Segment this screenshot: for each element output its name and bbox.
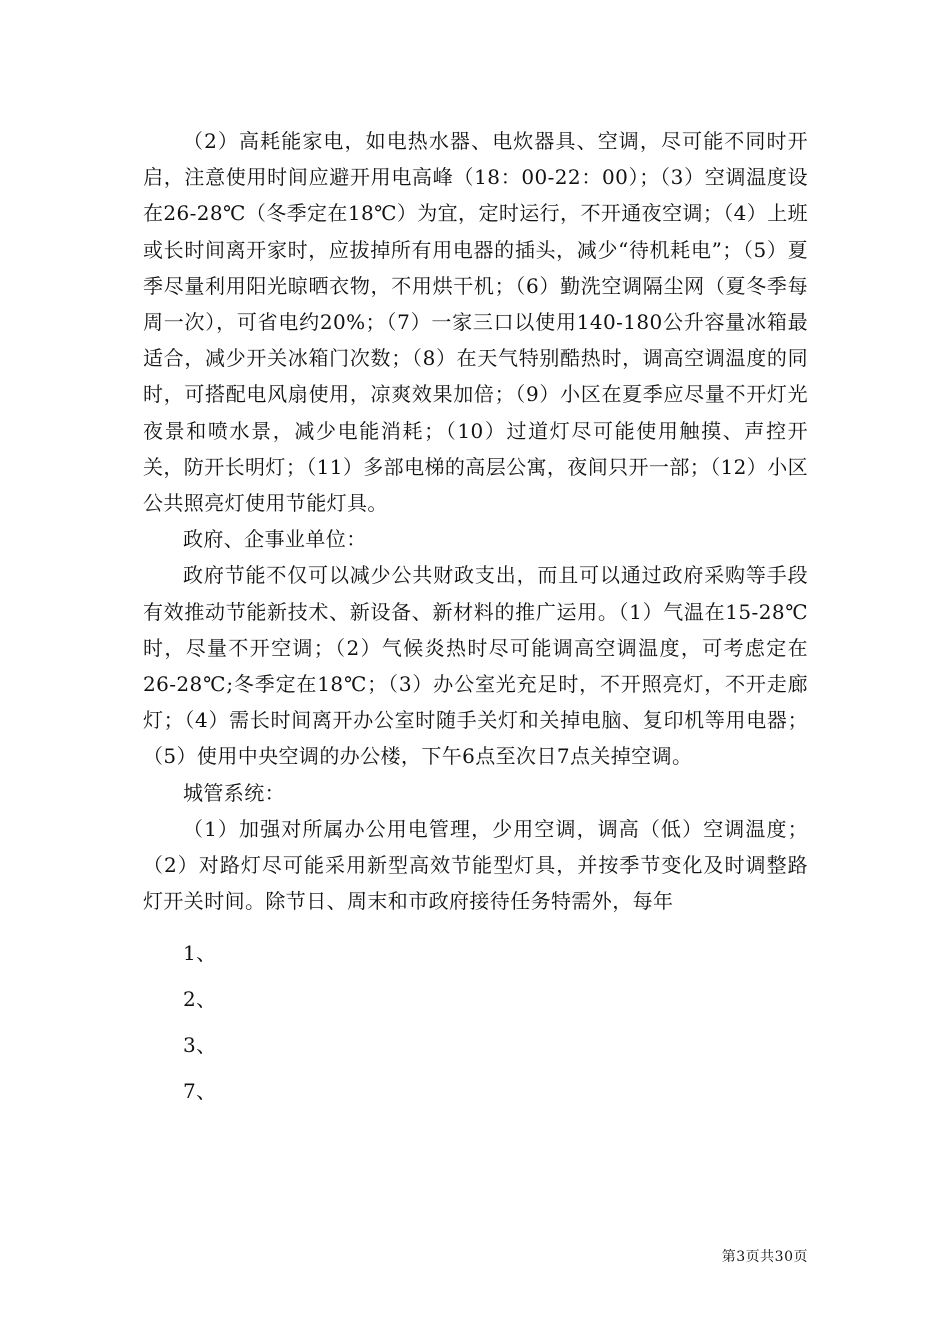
- paragraph-household-tips: （2）高耗能家电，如电热水器、电炊器具、空调，尽可能不同时开启，注意使用时间应避开用电高峰（18：00-22：00）；（3）空调温度设在26-28℃（冬季定在18℃）为宜，定时运行，不开通夜空调；（4）上班或长时间离开家时，应拔掉所有用电器的插头，减少“待机耗电”；（5）夏季尽量利用阳光晾晒衣物，不用烘干机；（6）勤洗空调隔尘网（夏冬季每周一次），可省电约20%；（7）一家三口以使用140-180公升容量冰箱最适合，减少开关冰箱门次数；（8）在天气特别酷热时，调高空调温度的同时，可搭配电风扇使用，凉爽效果加倍；（9）小区在夏季应尽量不开灯光夜景和喷水景，减少电能消耗；（10）过道灯尽可能使用触摸、声控开关，防开长明灯；（11）多部电梯的高层公寓，夜间只开一部；（12）小区公共照亮灯使用节能灯具。: [143, 129, 808, 516]
- document-body: [143, 123, 808, 1119]
- page-number: 第3页共30页: [721, 1249, 808, 1265]
- paragraph-urban-management-tips: （1）加强对所属办公用电管理，少用空调，调高（低）空调温度；（2）对路灯尽可能采用新型高效节能型灯具，并按季节变化及时调整路灯开关时间。除节日、周末和市政府接待任务特需外，每年: [143, 816, 808, 914]
- list-item: 1、: [183, 941, 217, 966]
- list-item: 3、: [183, 1033, 217, 1058]
- list-item: 2、: [183, 987, 217, 1012]
- list-item: 7、: [183, 1079, 217, 1104]
- section-heading-urban-management: 城管系统：: [183, 780, 285, 805]
- paragraph-government-tips: 政府节能不仅可以减少公共财政支出，而且可以通过政府采购等手段有效推动节能新技术、新设备、新材料的推广运用。（1）气温在15-28℃时，尽量不开空调；（2）气候炎热时尽可能调高空调温度，可考虑定在26-28℃;冬季定在18℃；（3）办公室光充足时，不开照亮灯，不开走廊灯；（4）需长时间离开办公室时随手关灯和关掉电脑、复印机等用电器；（5）使用中央空调的办公楼，下午6点至次日7点关掉空调。: [143, 563, 808, 769]
- section-heading-government: 政府、企事业单位：: [183, 527, 367, 552]
- numbered-list: [143, 935, 808, 1109]
